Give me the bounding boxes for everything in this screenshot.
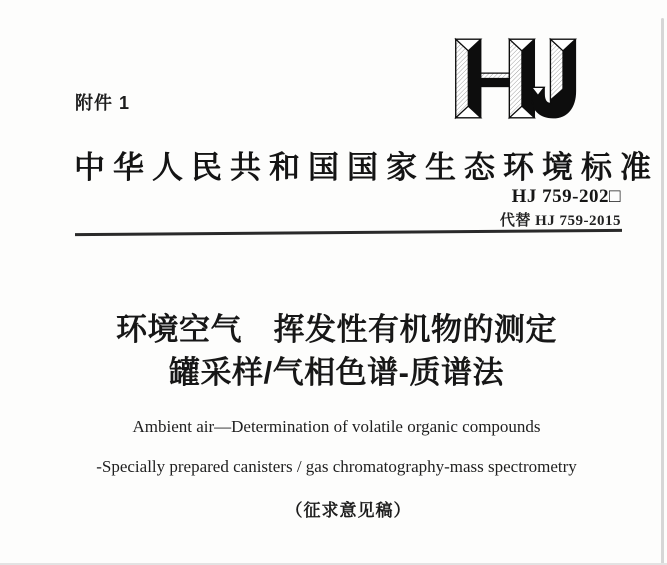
replaces-note: 代替 HJ 759-2015: [499, 213, 621, 229]
document-title-en-line1: Ambient air—Determination of volatile organic compounds: [132, 417, 541, 436]
document-title-cn-line1: 环境空气 挥发性有机物的测定: [116, 312, 557, 347]
standard-org-title: 中华人民共和国国家生态环境标准: [74, 150, 659, 185]
hj-logo-icon: [454, 33, 588, 124]
document-title-cn-line2: 罐采样/气相色谱-质谱法: [169, 355, 504, 390]
header-rule: [75, 229, 622, 236]
standard-number: HJ 759-202□: [511, 186, 621, 207]
draft-status-label: （征求意见稿）: [285, 501, 412, 520]
document-title-en-line2: -Specially prepared canisters / gas chromatography-mass spectrometry: [96, 457, 577, 476]
document-title-cn: [24, 314, 649, 388]
scan-edge-right: [661, 18, 664, 565]
attachment-label: 附件 1: [75, 93, 131, 113]
